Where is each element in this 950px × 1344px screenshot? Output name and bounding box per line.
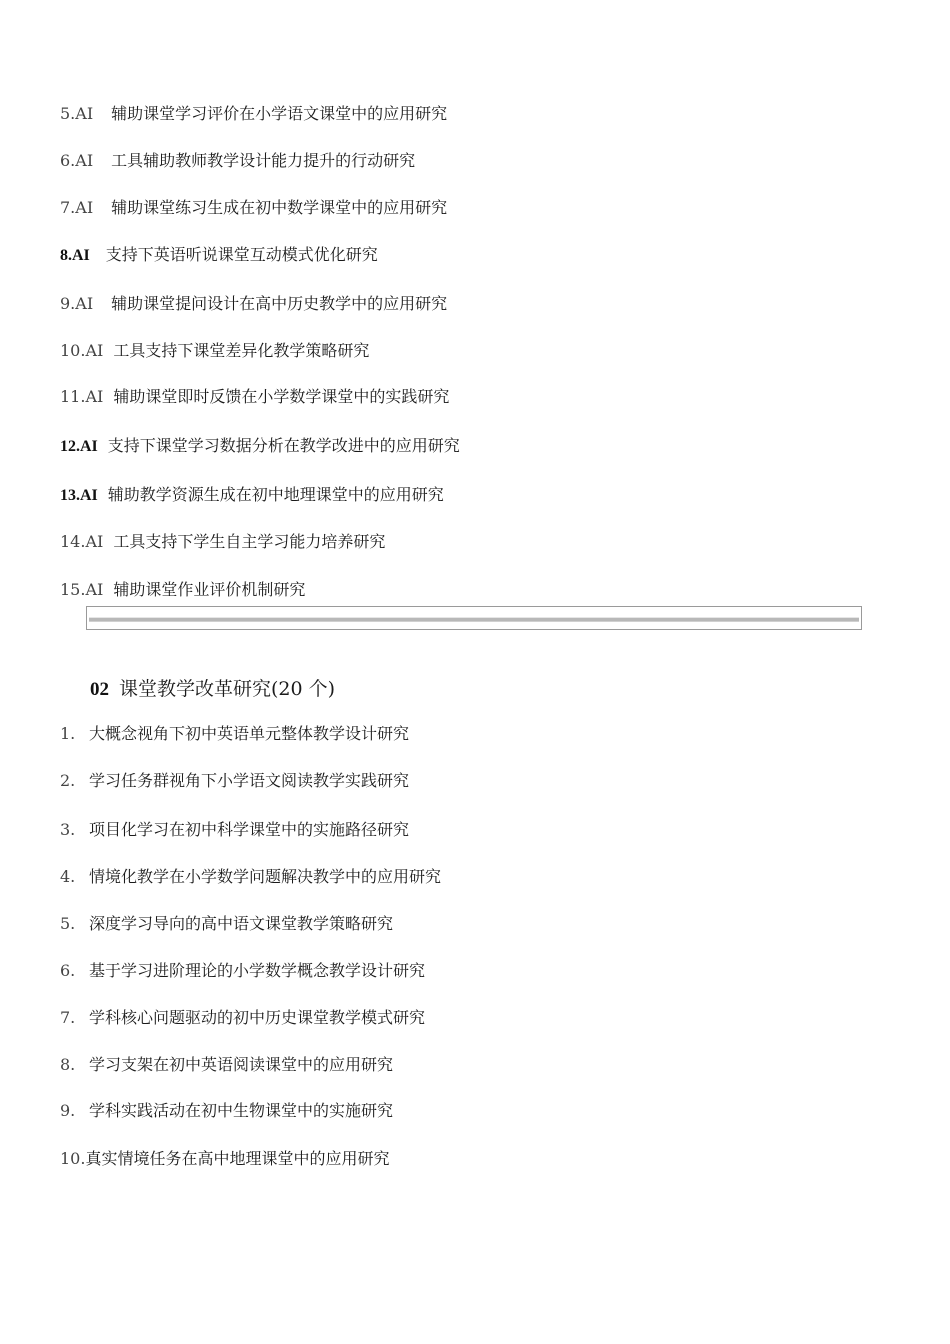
item-text: 项目化学习在初中科学课堂中的实施路径研究: [89, 820, 410, 839]
item-number: 15.AI: [60, 580, 104, 599]
list-item: [60, 1100, 393, 1122]
item-text: 辅助课堂作业评价机制研究: [113, 580, 306, 599]
item-text: 大概念视角下初中英语单元整体教学设计研究: [89, 724, 410, 743]
item-text: 辅助教学资源生成在初中地理课堂中的应用研究: [107, 485, 444, 504]
item-text: 辅助课堂提问设计在高中历史教学中的应用研究: [111, 294, 448, 313]
list-item: [60, 103, 447, 125]
item-text: 辅助课堂练习生成在初中数学课堂中的应用研究: [111, 198, 448, 217]
item-text: 工具辅助教师教学设计能力提升的行动研究: [111, 151, 416, 170]
item-text: 学习支架在初中英语阅读课堂中的应用研究: [89, 1055, 394, 1074]
item-number: 10.: [60, 1149, 86, 1168]
list-item: [60, 435, 460, 457]
list-item: [60, 1007, 425, 1029]
item-number: 11.AI: [60, 387, 104, 406]
item-number: 5.AI: [60, 104, 94, 123]
list-item: [60, 819, 409, 841]
item-text: 深度学习导向的高中语文课堂教学策略研究: [89, 914, 394, 933]
section-title: 课堂教学改革研究: [119, 678, 272, 700]
list-item: [60, 340, 369, 362]
list-item: [60, 723, 409, 745]
list-item: [60, 150, 415, 172]
list-item: [60, 579, 305, 601]
item-number: 2.: [60, 771, 76, 790]
item-text: 学科核心问题驱动的初中历史课堂教学模式研究: [89, 1008, 426, 1027]
item-text: 工具支持下课堂差异化教学策略研究: [113, 341, 370, 360]
item-number: 13.AI: [60, 487, 98, 504]
item-text: 辅助课堂即时反馈在小学数学课堂中的实践研究: [113, 387, 450, 406]
section-divider: [86, 606, 862, 630]
list-item: [60, 244, 378, 266]
list-item: [60, 531, 385, 553]
list-item: [60, 866, 441, 888]
item-number: 6.AI: [60, 151, 94, 170]
list-item: [60, 197, 447, 219]
item-number: 9.AI: [60, 294, 94, 313]
item-text: 辅助课堂学习评价在小学语文课堂中的应用研究: [111, 104, 448, 123]
list-item: [60, 386, 449, 408]
item-number: 8.AI: [60, 247, 90, 264]
divider-rule: [89, 617, 859, 622]
item-text: 工具支持下学生自主学习能力培养研究: [113, 532, 386, 551]
item-text: 学习任务群视角下小学语文阅读教学实践研究: [89, 771, 410, 790]
item-number: 4.: [60, 867, 76, 886]
list-item: [60, 484, 444, 506]
item-text: 支持下课堂学习数据分析在教学改进中的应用研究: [107, 436, 460, 455]
list-item: [60, 913, 393, 935]
item-number: 8.: [60, 1055, 76, 1074]
list-item: [60, 1148, 389, 1170]
list-item: [60, 770, 409, 792]
item-number: 1.: [60, 724, 76, 743]
item-text: 真实情境任务在高中地理课堂中的应用研究: [85, 1149, 390, 1168]
item-text: 情境化教学在小学数学问题解决教学中的应用研究: [89, 867, 442, 886]
section-heading: [90, 676, 335, 703]
item-number: 7.AI: [60, 198, 94, 217]
item-number: 12.AI: [60, 438, 98, 455]
item-text: 学科实践活动在初中生物课堂中的实施研究: [89, 1101, 394, 1120]
item-number: 7.: [60, 1008, 76, 1027]
item-number: 3.: [60, 820, 76, 839]
item-number: 14.AI: [60, 532, 104, 551]
section-count: (20 个): [271, 678, 336, 700]
list-item: [60, 293, 447, 315]
list-item: [60, 1054, 393, 1076]
item-number: 6.: [60, 961, 76, 980]
item-text: 基于学习进阶理论的小学数学概念教学设计研究: [89, 961, 426, 980]
item-number: 5.: [60, 914, 76, 933]
item-number: 9.: [60, 1101, 76, 1120]
item-text: 支持下英语听说课堂互动模式优化研究: [105, 245, 378, 264]
list-item: [60, 960, 425, 982]
item-number: 10.AI: [60, 341, 104, 360]
section-number: 02: [90, 679, 109, 700]
